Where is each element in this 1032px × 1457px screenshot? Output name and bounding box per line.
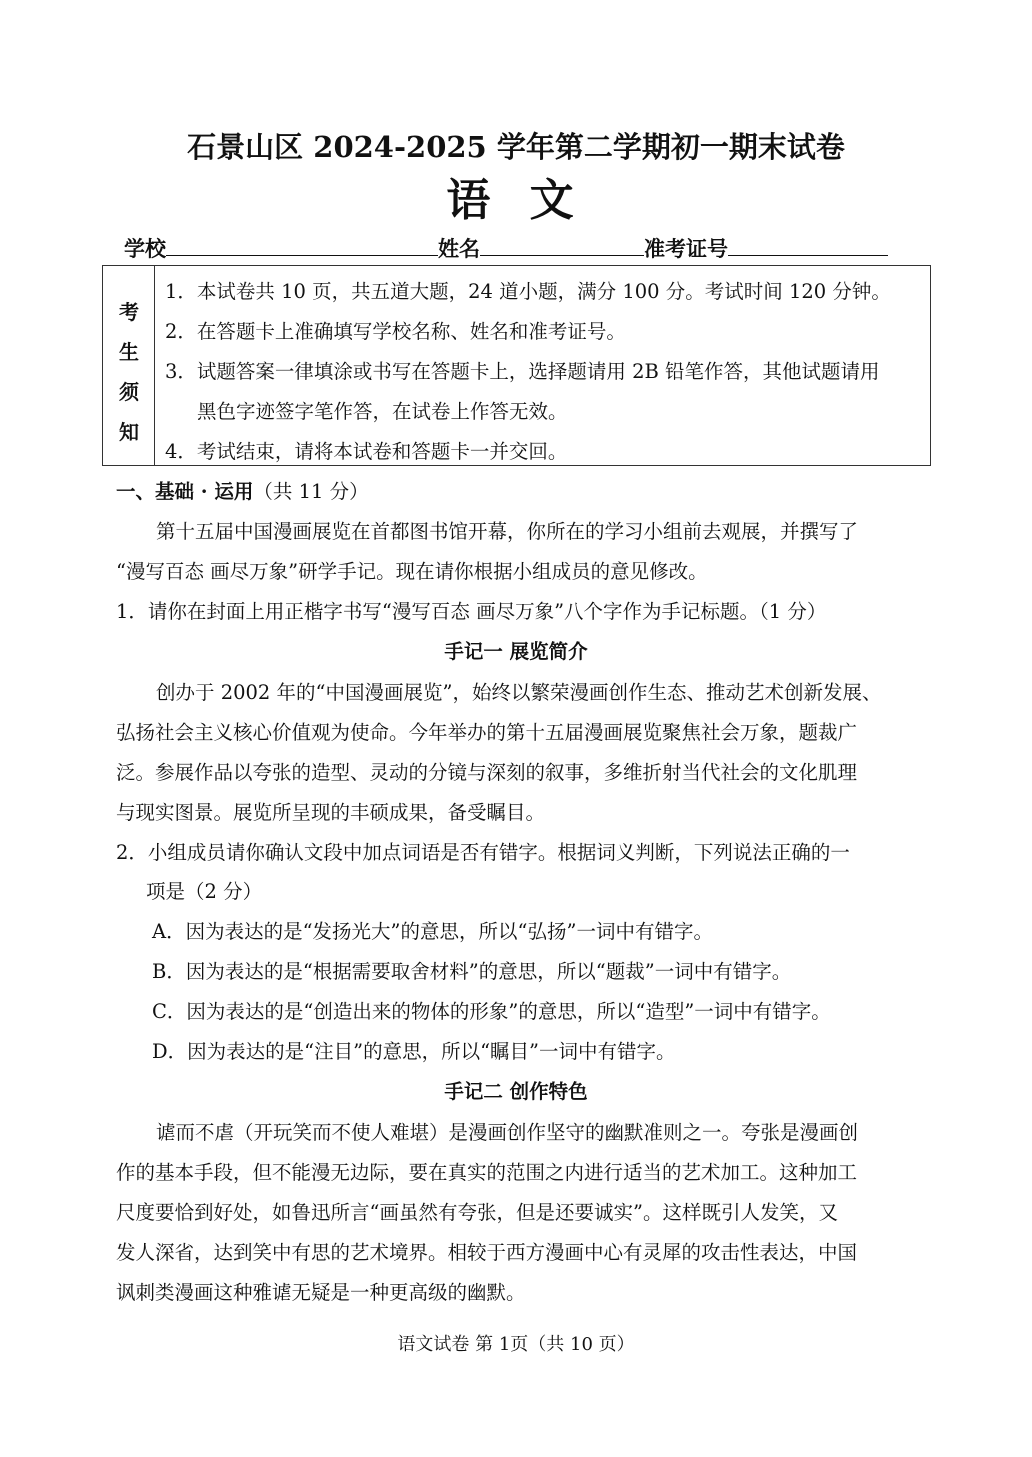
question-2-cont: 项是（2 分） [146, 880, 263, 903]
notice-heading-char: 须 [119, 380, 139, 404]
note1-line: 弘扬社会主义核心价值观为使命。今年举办的第十五届漫画展览聚焦社会万象，题裁广 [116, 721, 858, 744]
exam-notice-box [102, 265, 931, 466]
note1-line: 与现实图景。展览所呈现的丰硕成果，备受瞩目。 [116, 801, 546, 824]
note2-line: 发人深省，达到笑中有思的艺术境界。相较于西方漫画中心有灵犀的攻击性表达，中国 [116, 1241, 858, 1264]
student-info-fields [124, 232, 920, 266]
notice-item: 4．考试结束，请将本试卷和答题卡一并交回。 [165, 440, 568, 463]
intro-line: 第十五届中国漫画展览在首都图书馆开幕，你所在的学习小组前去观展，并撰写了 [156, 520, 859, 543]
notice-heading-char: 知 [119, 420, 139, 444]
section-heading [116, 476, 369, 508]
school-blank[interactable] [166, 233, 438, 256]
question-1: 1．请你在封面上用正楷字书写“漫写百态 画尽万象”八个字作为手记标题。（1 分） [116, 600, 827, 623]
notice-item: 2．在答题卡上准确填写学校名称、姓名和准考证号。 [165, 320, 626, 343]
exam-title: 石景山区 2024-2025 学年第二学期初一期末试卷 [187, 130, 845, 164]
note1-title: 手记一 展览简介 [444, 640, 588, 663]
question-2: 2．小组成员请你确认文段中加点词语是否有错字。根据词义判断，下列说法正确的一 [116, 841, 850, 864]
name-blank[interactable] [480, 233, 644, 256]
note1-line: 泛。参展作品以夸张的造型、灵动的分镜与深刻的叙事，多维折射当代社会的文化肌理 [116, 761, 858, 784]
note2-line: 谑而不虐（开玩笑而不使人难堪）是漫画创作坚守的幽默准则之一。夸张是漫画创 [156, 1121, 859, 1144]
notice-item: 1．本试卷共 10 页，共五道大题，24 道小题，满分 100 分。考试时间 120 分钟。 [165, 280, 891, 303]
notice-item: 黑色字迹签字笔作答，在试卷上作答无效。 [197, 400, 568, 423]
notice-heading [103, 266, 155, 465]
note2-line: 讽刺类漫画这种雅谑无疑是一种更高级的幽默。 [116, 1281, 526, 1304]
notice-heading-char: 生 [119, 340, 139, 364]
page-footer: 语文试卷 第 1页（共 10 页） [397, 1334, 635, 1355]
notice-item: 3．试题答案一律填涂或书写在答题卡上，选择题请用 2B 铅笔作答，其他试题请用 [165, 360, 880, 383]
note2-line: 作的基本手段，但不能漫无边际，要在真实的范围之内进行适当的艺术加工。这种加工 [116, 1161, 858, 1184]
note2-line: 尺度要恰到好处，如鲁迅所言“画虽然有夸张，但是还要诚实”。这样既引人发笑，又 [116, 1201, 838, 1224]
name-label: 姓名 [438, 236, 480, 261]
school-label: 学校 [124, 236, 166, 261]
subject-title: 语 文 [446, 175, 586, 226]
option-c[interactable]: C．因为表达的是“创造出来的物体的形象”的意思，所以“造型”一词中有错字。 [152, 1000, 831, 1023]
option-b[interactable]: B．因为表达的是“根据需要取舍材料”的意思，所以“题裁”一词中有错字。 [152, 960, 792, 983]
note2-title: 手记二 创作特色 [444, 1080, 588, 1103]
section-score: （共 11 分） [253, 480, 369, 503]
option-d[interactable]: D．因为表达的是“注目”的意思，所以“瞩目”一词中有错字。 [152, 1040, 676, 1063]
note1-line: 创办于 2002 年的“中国漫画展览”，始终以繁荣漫画创作生态、推动艺术创新发展、 [156, 681, 882, 704]
intro-line: “漫写百态 画尽万象”研学手记。现在请你根据小组成员的意见修改。 [116, 560, 708, 583]
option-a[interactable]: A．因为表达的是“发扬光大”的意思，所以“弘扬”一词中有错字。 [152, 920, 713, 943]
id-blank[interactable] [728, 233, 888, 256]
section-title: 一、基础 · 运用 [116, 480, 254, 503]
id-label: 准考证号 [644, 236, 728, 261]
notice-heading-char: 考 [119, 300, 139, 324]
